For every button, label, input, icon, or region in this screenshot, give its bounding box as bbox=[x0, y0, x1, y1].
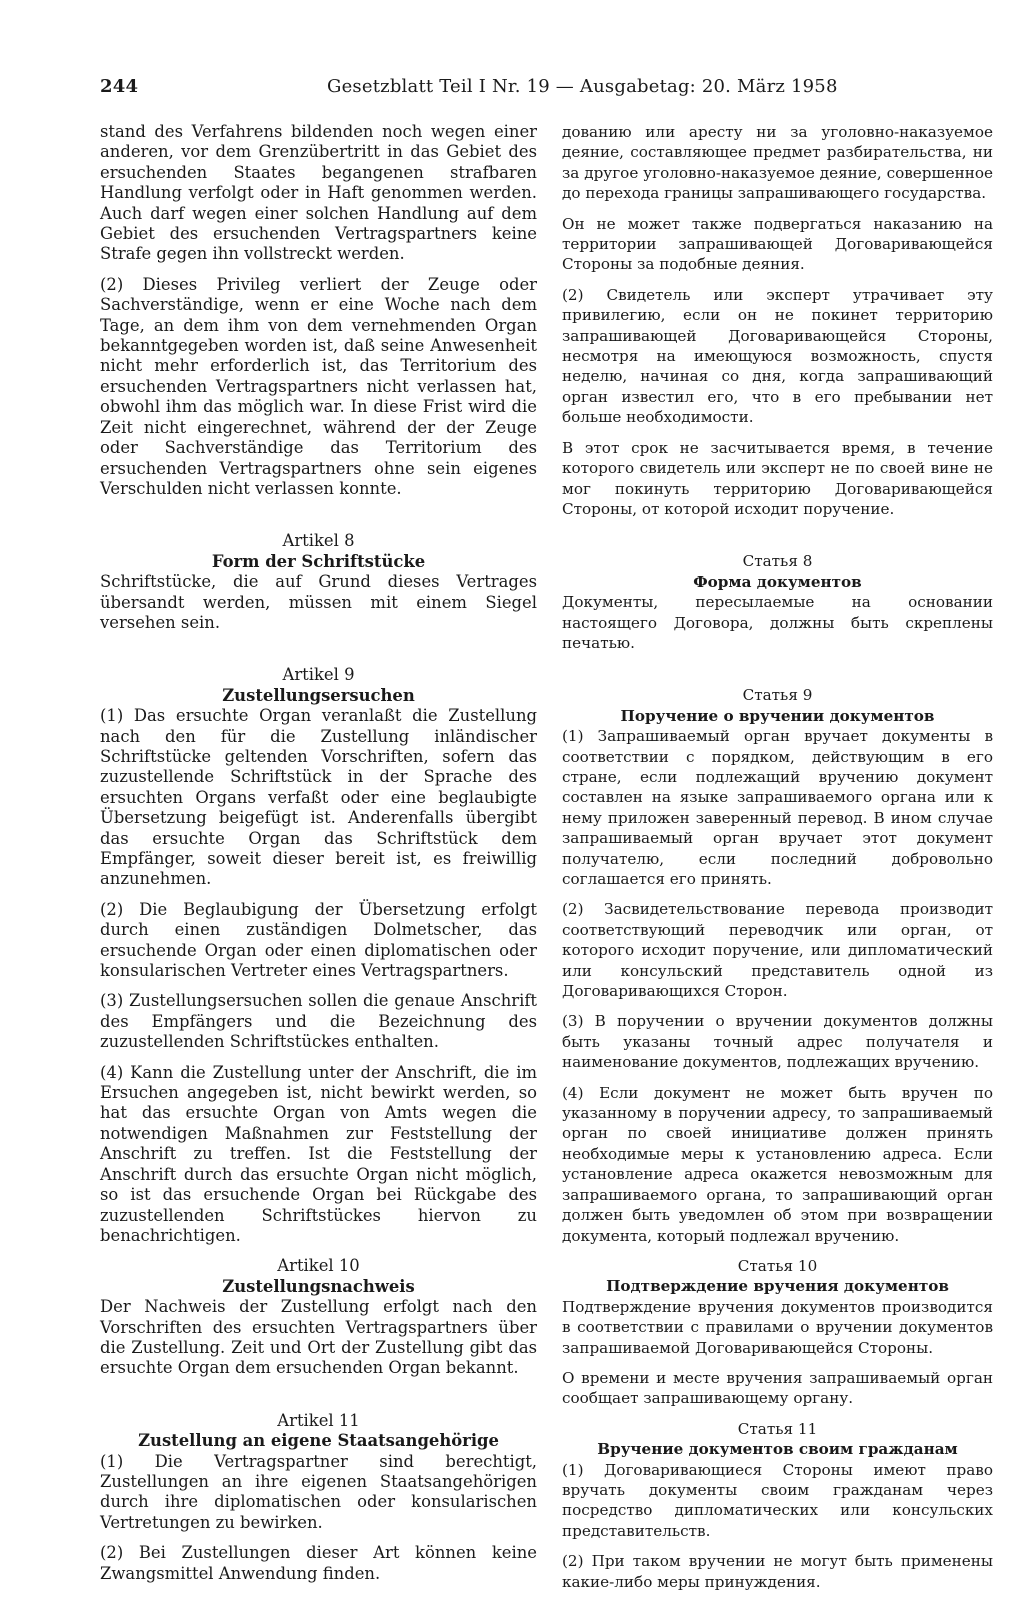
article-title: Вручение документов своим гражданам bbox=[597, 1440, 958, 1459]
paragraph: Подтверждение вручения документов производится в соответствии с правилами о вручении документов запрашиваемой Договаривающейся Стороны. bbox=[562, 1297, 993, 1357]
article-title: Подтверждение вручения документов bbox=[606, 1277, 949, 1296]
paragraph: Он не может также подвергаться наказанию на территории запрашивающей Договаривающейся Стороны за подобные деяния. bbox=[562, 214, 993, 274]
paragraph: (3) В поручении о вручении документов должны быть указаны точный адрес получателя и наименование документов, подлежащих вручению. bbox=[562, 1012, 993, 1072]
paragraph: (2) Dieses Privileg verliert der Zeuge oder Sachverständige, wenn er eine Woche nach dem Tage, an dem ihm von dem vernehmenden Organ bekanntgegeben worden ist, daß seine Anwesenheit nicht mehr erforderlich ist, das Territorium des ersuchenden Vertragspartners nicht verlassen hat, obwohl ihm das möglich war. In diese Frist wird die Zeit nicht eingerechnet, während der der Zeuge oder Sachverständige das Territorium des ersuchenden Vertragspartners ohne sein eigenes Verschulden nicht verlassen konnte. bbox=[100, 274, 537, 498]
paragraph: Schriftstücke, die auf Grund dieses Vertrages übersandt werden, müssen mit einem Siegel versehen sein. bbox=[100, 572, 537, 632]
article-label: Статья 10 bbox=[737, 1256, 818, 1275]
article-label: Artikel 11 bbox=[277, 1410, 360, 1430]
paragraph: (2) Bei Zustellungen dieser Art können keine Zwangsmittel Anwendung finden. bbox=[100, 1543, 537, 1583]
paragraph: (2) Засвидетельствование перевода производит соответствующий переводчик или орган, от которого исходит поручение, или дипломатический или консульский представитель одной из Договаривающихся Сторон. bbox=[562, 900, 993, 1001]
paragraph: (1) Die Vertragspartner sind berechtigt, Zustellungen an ihre eigenen Staatsangehörigen durch ihre diplomatischen oder konsularischen Vertretungen zu bewirken. bbox=[100, 1451, 537, 1532]
paragraph: (4) Если документ не может быть вручен по указанному в поручении адресу, то запрашиваемый орган по своей инициативе должен принять необходимые меры к установлению адреса. Если установление адреса окажется невозможным для запрашиваемого органа, то запрашивающий орган должен быть уведомлен об этом при возвращении документа, который подлежал вручению. bbox=[562, 1083, 993, 1245]
paragraph: stand des Verfahrens bildenden noch wegen einer anderen, vor dem Grenzübertritt in das Gebiet des ersuchenden Staates begangenen strafbaren Handlung verfolgt oder in Haft genommen werden. Auch darf wegen einer solchen Handlung auf dem Gebiet des ersuchenden Vertragspartners keine Strafe gegen ihn vollstreckt werden. bbox=[100, 122, 537, 264]
gazette-title: Gesetzblatt Teil I Nr. 19 — Ausgabetag: 20. März 1958 bbox=[327, 76, 838, 97]
paragraph: дованию или аресту ни за уголовно-наказуемое деяние, составляющее предмет разбирательства, ни за другое уголовно-наказуемое деяние, совершенное до перехода границы запрашивающего государства. bbox=[562, 123, 993, 203]
article-title: Поручение о вручении документов bbox=[620, 706, 935, 725]
page-number: 244 bbox=[100, 76, 139, 97]
paragraph: (2) Свидетель или эксперт утрачивает эту привилегию, если он не покинет территорию запрашивающей Договаривающейся Стороны, несмотря на имеющуюся возможность, спустя неделю, начиная со дня, когда запрашивающий орган известил его, что в его пребывании нет больше необходимости. bbox=[562, 285, 993, 427]
paragraph: В этот срок не засчитывается время, в течение которого свидетель или эксперт не по своей вине не мог покинуть территорию Договаривающейся Стороны, от которой исходит поручение. bbox=[562, 438, 993, 518]
paragraph: (1) Договаривающиеся Стороны имеют право вручать документы своим гражданам через посредство дипломатических или консульских представительств. bbox=[562, 1460, 993, 1540]
article-title: Форма документов bbox=[693, 572, 862, 591]
paragraph: О времени и месте вручения запрашиваемый орган сообщает запрашивающему органу. bbox=[562, 1368, 993, 1408]
paragraph: Der Nachweis der Zustellung erfolgt nach den Vorschriften des ersuchten Vertragspartners über die Zustellung. Zeit und Ort der Zustellung gibt das ersuchte Organ dem ersuchenden Organ bekannt. bbox=[100, 1297, 537, 1378]
article-label: Artikel 10 bbox=[277, 1256, 360, 1276]
article-label: Статья 11 bbox=[737, 1419, 818, 1438]
paragraph: (3) Zustellungsersuchen sollen die genaue Anschrift des Empfängers und die Bezeichnung des zuzustellenden Schriftstückes enthalten. bbox=[100, 991, 537, 1052]
article-title: Zustellung an eigene Staatsangehörige bbox=[138, 1431, 499, 1451]
russian-column bbox=[562, 122, 993, 1602]
article-label: Artikel 8 bbox=[282, 531, 355, 551]
paragraph: (2) Die Beglaubigung der Übersetzung erfolgt durch einen zuständigen Dolmetscher, das ersuchende Organ oder einen diplomatischen oder konsularischen Vertreter eines Vertragspartners. bbox=[100, 899, 537, 981]
article-title: Zustellungsnachweis bbox=[222, 1276, 415, 1296]
paragraph: (1) Das ersuchte Organ veranlaßt die Zustellung nach den für die Zustellung inländischer Schriftstücke geltenden Vorschriften, sofern das zuzustellende Schriftstück in der Sprache des ersuchten Organs verfaßt oder eine beglaubigte Übersetzung beigefügt ist. Anderenfalls übergibt das ersuchte Organ das Schriftstück dem Empfänger, soweit dieser bereit ist, es freiwillig anzunehmen. bbox=[100, 706, 537, 889]
article-label: Artikel 9 bbox=[282, 665, 355, 685]
paragraph: (2) При таком вручении не могут быть применены какие-либо меры принуждения. bbox=[562, 1552, 993, 1591]
paragraph: (1) Запрашиваемый орган вручает документы в соответствии с порядком, действующим в его стране, если подлежащий вручению документ составлен на языке запрашиваемого органа или к нему приложен заверенный перевод. В ином случае запрашиваемый орган вручает этот документ получателю, если последний добровольно соглашается его принять. bbox=[562, 727, 993, 888]
article-label: Статья 9 bbox=[742, 686, 813, 705]
article-title: Zustellungsersuchen bbox=[222, 685, 415, 705]
paragraph: Документы, пересылаемые на основании настоящего Договора, должны быть скреплены печатью. bbox=[562, 593, 993, 652]
article-label: Статья 8 bbox=[742, 552, 813, 571]
german-column bbox=[100, 122, 537, 1594]
article-title: Form der Schriftstücke bbox=[211, 551, 426, 571]
paragraph: (4) Kann die Zustellung unter der Anschrift, die im Ersuchen angegeben ist, nicht bewirkt werden, so hat das ersuchte Organ von Amts wegen die notwendigen Maßnahmen zur Feststellung der Anschrift zu treffen. Ist die Feststellung der Anschrift durch das ersuchte Organ nicht möglich, so ist das ersuchende Organ bei Rückgabe des zuzustellenden Schriftstückes hiervon zu benachrichtigen. bbox=[100, 1062, 537, 1245]
